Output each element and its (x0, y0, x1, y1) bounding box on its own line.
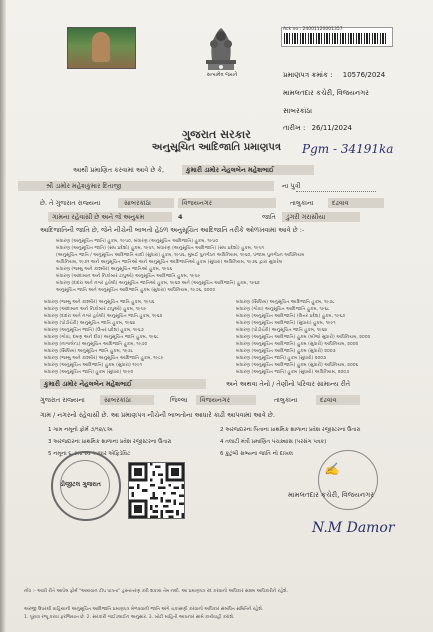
govt-title: ગુજરાત સરકાર (182, 128, 251, 141)
certificate-title: અનુસૂચિત આદિજાતિ પ્રમાણપત્ર (151, 142, 282, 153)
ack-number: Ack no : 24001120001357 (283, 27, 343, 32)
document-item: 1 ગામ નમૂનો ફોર્મ ૭/૧૨/૮અ (48, 427, 113, 433)
relation-text: ના પુત્રી (282, 182, 301, 190)
handwritten-signature: N.M Damor (312, 520, 395, 536)
state2-label: ગુજરાત રાજ્યના (40, 396, 85, 404)
page-edge-shadow (0, 0, 6, 632)
handwritten-reference: Pgm - 34191ka (302, 142, 394, 156)
official-seal (318, 450, 378, 510)
district2-value: વિજયનગર (200, 396, 230, 404)
document-item: 5 નમૂના ૬-૭મા સ્વ આધાર એફિડેવિટ (48, 451, 131, 457)
order-right-item: બંધારણ (અનુસૂચિત આદિજાતિ) હુકમ (સુધારો) અધિનિયમ, ૨૦૦૨ (236, 342, 359, 347)
office-line-1: મામલતદાર કચેરી, વિજયનગર (283, 89, 369, 97)
taluka-label: તાલુકાના (290, 199, 314, 207)
qr-code (128, 462, 185, 519)
list-intro: આદિજાતિની જાતિ છે, જેને નીચેની બાબતો હેઠળ અનુસૂચિત આદિજાતિ તરીકે ઓળખવામાં આવે છે :- (40, 226, 305, 234)
issue-date: 26/11/2024 (311, 124, 352, 132)
order-line: અનુસૂચિત જાતિ અને અનુસૂચિત આદિજાતિ હુકમ (સુધારા) અધિનિયમ, ૧૯૭૬, ૨૦૦૨ (56, 288, 216, 293)
order-left-item: બંધારણ (જમ્મુ અને કાશ્મીર) અનુસૂચિત આદિજાતિ હુકમ, ૧૯૮૯ (44, 356, 164, 361)
order-left-item: બંધારણ (જમ્મુ અને કાશ્મીર) અનુસૂચિત જાતિ હુકમ, ૧૯૫૬ (44, 300, 155, 305)
cert-number: 10576/2024 (342, 71, 386, 79)
intro-text: આથી પ્રમાણિત કરવામાં આવે છે કે, (73, 166, 165, 174)
emblem-caption: સત્યમેવ જયતે (206, 72, 238, 78)
order-left-item: બંધારણ (સિક્કિમ) અનુસૂચિત જાતિ હુકમ, ૧૯૭૮ (44, 349, 134, 354)
taluka2-value: દઢવાવ (320, 396, 337, 404)
footer-note: 1. પૂરાવા રજૂ કરવા ફરજિયાત છે. 2. સરકારી ગાઈડલાઈન અનુસાર. 3. ખોટી માહિતી આપનાર સામે કાર્યવાહી કરાશે. (24, 615, 235, 620)
relation-underline (296, 191, 376, 192)
document-item: 2 અરજદારના પિતાના પ્રાથમિક શાળાના પ્રવેશ રજીસ્ટરના ઉતારા (220, 427, 361, 433)
document-item: 4 તલાટી મંત્રી પ્રમાણિત પંચક્યાસ (પરસંગ પત્રક) (220, 439, 327, 445)
order-right-item: બંધારણ (અનુસૂચિત જાતિ) હુકમ (સુધારો) અધિનિયમ, ૨૦૦૭ (236, 370, 350, 375)
order-right-item: બંધારણ (અનુસૂચિત આદિજાતિ) હુકમ (સુધારો) અધિનિયમ, ૨૦૦૬ (236, 363, 359, 368)
district-value: વિજયનગર (182, 199, 212, 207)
village-label: ગામના રહેવાસી છે અને જે અનુક્રમ (52, 213, 145, 221)
district2-label: જિલ્લા (170, 396, 188, 404)
order-line: (અનુસૂચિત જાતિ / અનુસૂચિત આદિજાતિ યાદી (સુધારા) હુકમ, ૧૯૫૬, મુંબઈ પુનર્ગઠન અધિનિયમ, ૧૯૬૦, પંજાબ પુનર્ગઠન અધિનિયમ (56, 253, 305, 258)
applicant-figure (92, 32, 110, 62)
order-right-item: બંધારણ (અનુસૂચિત આદિજાતિ) (સુધારા) હુકમ, ૧૯૯૧ (236, 321, 336, 326)
order-left-item: બંધારણ (અનુસૂચિત જાતિ) હુકમ (સુધારા) ૧૯૯૦ (44, 370, 134, 375)
order-right-item: બંધારણ (સિક્કિમ) અનુસૂચિત આદિજાતિ હુકમ, ૧૯૭૮ (236, 300, 335, 305)
cert-number-label: પ્રમાણપત્ર ક્રમાંક : (283, 71, 333, 79)
document-item: 3 અરજદારના પ્રાથમિક શાળાના પ્રવેશ રજીસ્ટરના ઉતારા (48, 439, 172, 445)
applicant-name: કુમારી ડામોર નેહલબેન મહેશભાઈ (186, 166, 274, 174)
order-line: અધિનિયમ, ૧૯૭૧ અને અનુસૂચિત જાતિઓ અને અનુસૂચિત આદિજાતિઓ હુકમ (સુધારા) અધિનિયમ, ૧૯૭૬ દ્વારા સુધારેલ (56, 260, 283, 265)
order-line: બંધારણ (દાદરા અને નગર હવેલી) અનુસૂચિત જાતિઓ હુકમ, ૧૯૬૨ અને (અનુસૂચિત આદિજાતિ) હુકમ, ૧૯૬૨ (56, 281, 260, 286)
state2-district: સાબરકાંઠા (104, 396, 131, 404)
order-right-item: બંધારણ (અનુસૂચિત આદિજાતિ) હુકમ (સુધારો) ૨૦૦૩ (236, 349, 336, 354)
order-right-item: બંધારણ (અનુસૂચિત જાતિ) હુકમ (સુધારો) ૨૦૦૩ (236, 356, 327, 361)
order-line: બંધારણ (અનુસૂચિત જાતિ) હુકમ, ૧૯૫૦, બંધારણ (અનુસૂચિત આદિજાતિ) હુકમ, ૧૯૫૦ (56, 239, 219, 244)
order-left-item: બંધારણ (પોંડીચેરી) અનુસૂચિત જાતિ હુકમ, ૧૯૬૪ (44, 321, 136, 326)
state-label: છે. તે ગુજરાત રાજ્યના (40, 199, 101, 207)
footer-note: અરજી ઉપરથી વાહિયાની અનુસૂચિત આદિજાતિ પ્રમાણપત્ર મેળવવાની જાતિ અંગે ચકાસણી કરવાનો અધિકાર સંબંધિત સમિતિને રહેશે. (24, 607, 264, 612)
footer-note: નોંધ :- આવી રીતે આપેલ ફોર્મ "આયવાન ટીપ પાત્રતા" હસ્તાંતરણ કરી શકાય તેમ નથી. આ પ્રમાણપત્ર રદ કરવાનો અધિકાર સક્ષમ અધિકારીને રહેશે. (24, 589, 289, 594)
resident-line: ગામ / નગરનો રહેવાસી છે. આ પ્રમાણપત્ર નીચેની બાબતોના આધારે કાઢી આપવામાં આવે છે. (40, 411, 275, 419)
order-line: બંધારણ (આંદામાન અને નિકોબાર ટાપુઓ) અનુસૂચિત આદિજાતિ હુકમ, ૧૯૫૯ (56, 274, 201, 279)
office-line-2: સાબરકાંઠા (283, 107, 313, 115)
order-left-item: બંધારણ (નાગાલેન્ડ) અનુસૂચિત આદિજાતિ હુકમ, ૧૯૭૦ (44, 342, 148, 347)
stamp-text: ડીજીટલ ગુજરાત (60, 481, 101, 488)
father-name: શ્રી ડામોર મહેશકુમાર દિતાજી (46, 182, 122, 190)
person-name: કુમારી ડામોર નેહલબેન મહેશભાઈ (44, 380, 132, 388)
caste-value: ડુંગરી ગરાસીયા (286, 213, 326, 221)
taluka2-label: તાલુકાના (274, 396, 298, 404)
order-right-item: બંધારણ (અનુસૂચિત આદિજાતિ) (ઉત્તર પ્રદેશ) હુકમ, ૧૯૬૭ (236, 314, 346, 319)
signature-title: મામલતદાર કચેરી, વિજયનગર (288, 491, 374, 499)
order-left-item: બંધારણ (અનુસૂચિત આદિજાતિ) હુકમ (સુધારા) ૧૯૯૧ (44, 363, 143, 368)
order-left-item: બંધારણ (દાદરા અને નગર હવેલી) અનુસૂચિત જાતિ હુકમ, ૧૯૬૨ (44, 314, 163, 319)
state-district: સાબરકાંઠા (124, 199, 151, 207)
order-line: બંધારણ (અનુસૂચિત જાતિ) (સંઘ પ્રદેશો) હુકમ, ૧૯૫૧, બંધારણ (અનુસૂચિત આદિજાતિ) (સંઘ પ્રદેશો) હુકમ, ૧૯૫૧ (56, 246, 264, 251)
order-line: બંધારણ (જમ્મુ અને કાશ્મીર) અનુસૂચિત જાતિઓ હુકમ, ૧૯૫૬ (56, 267, 173, 272)
taluka-value: દઢવાવ (332, 199, 349, 207)
applicant-photo (67, 27, 136, 69)
order-left-item: બંધારણ (અનુસૂચિત જાતિ) (ઉત્તર પ્રદેશ) હુકમ, ૧૯૬૭ (44, 328, 144, 333)
barcode-lines (284, 33, 388, 44)
order-right-item: બંધારણ (ગોવા) અનુસૂચિત આદિજાતિ હુકમ, ૧૯૬૮ (236, 307, 330, 312)
serial-number: 4 (178, 213, 183, 221)
caste-label: જાતિ (262, 213, 276, 221)
official-signature: ✍ (324, 462, 339, 476)
national-emblem-icon (198, 20, 244, 78)
order-left-item: બંધારણ (ગોવા, દમણ અને દીવ) અનુસૂચિત જાતિ હુકમ, ૧૯૬૮ (44, 335, 159, 340)
order-right-item: બંધારણ (પોંડીચેરી) અનુસૂચિત જાતિ હુકમ, ૧૯૬૪ (236, 328, 328, 333)
order-left-item: બંધારણ (આંદામાન અને નિકોબાર ટાપુઓ) હુકમ, ૧૯૫૯ (44, 307, 147, 312)
person-line-suffix: અને અથવા તેનો / તેણીનો પરિવાર સામાન્ય રીતે (226, 380, 351, 388)
date-label: તારીખ : (283, 124, 306, 132)
order-right-item: બંધારણ (અનુસૂચિત આદિજાતિ) હુકમ (બીજો સુધારો) અધિનિયમ, ૨૦૦૨ (236, 335, 371, 340)
document-item: 6 કુટુંબી સભ્યના જાતિ નો દાખલ (220, 451, 293, 457)
cert-number-line (283, 71, 385, 80)
